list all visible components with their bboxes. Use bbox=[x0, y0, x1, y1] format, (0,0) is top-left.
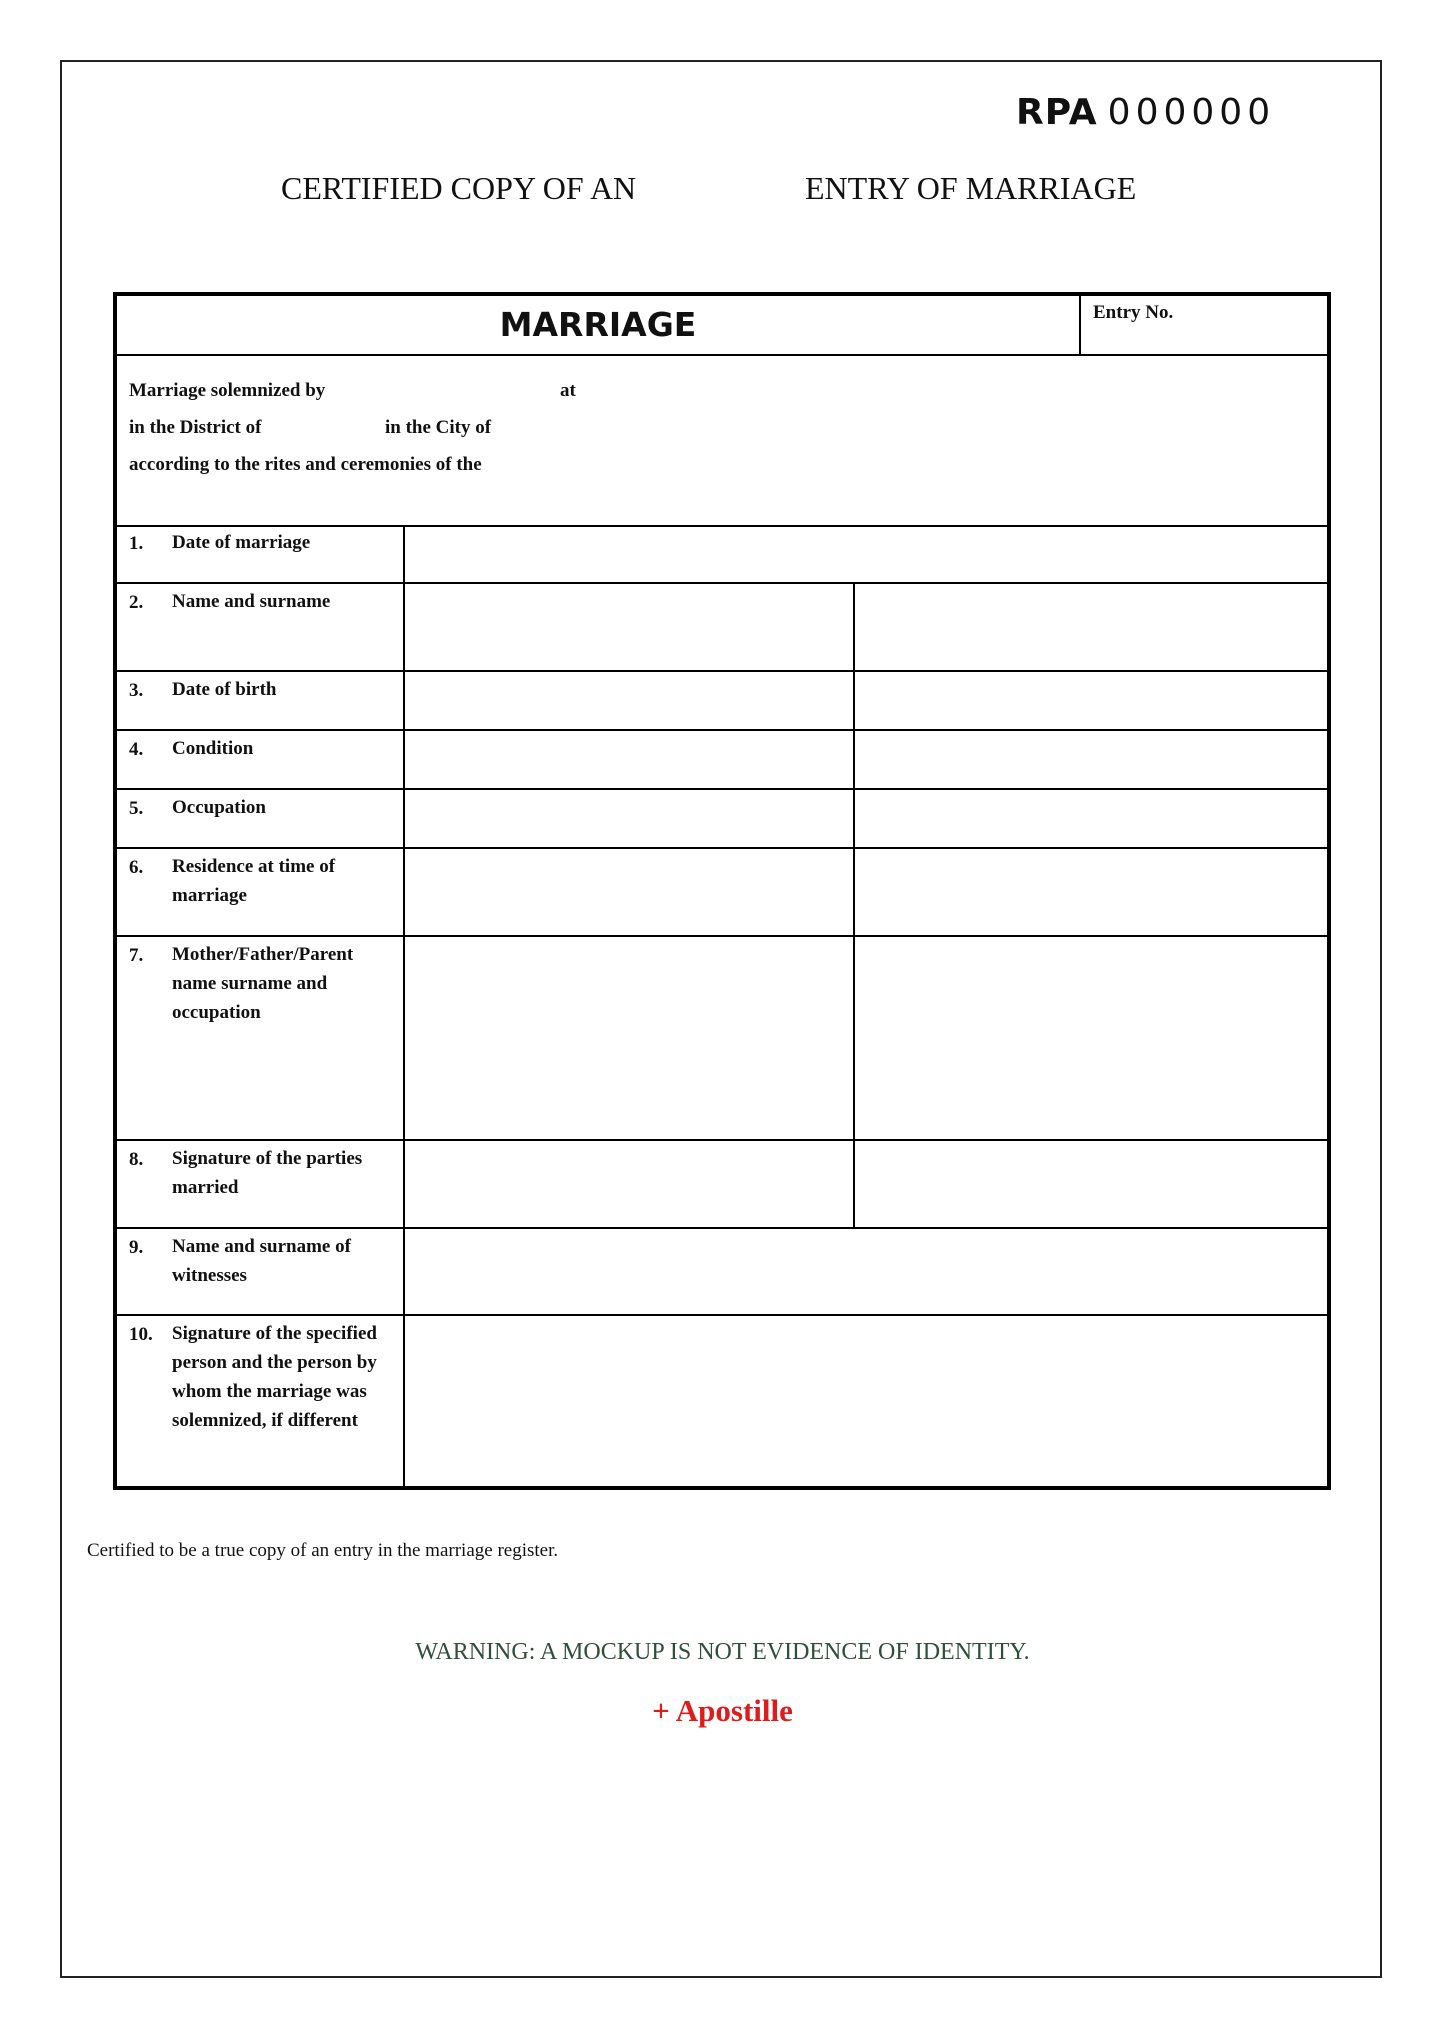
rites-label: according to the rites and ceremonies of the bbox=[129, 454, 482, 475]
entry-number-label: Entry No. bbox=[1093, 302, 1174, 323]
serial-prefix: RPA bbox=[1016, 92, 1098, 133]
solemnized-by-label: Marriage solemnized by bbox=[129, 380, 326, 401]
column-divider bbox=[853, 790, 855, 847]
table-row bbox=[117, 1229, 1331, 1316]
row-number: 4. bbox=[129, 739, 144, 760]
row-number: 10. bbox=[129, 1324, 153, 1345]
table-row bbox=[117, 1316, 1331, 1490]
table-row bbox=[117, 731, 1331, 790]
table-row bbox=[117, 1141, 1331, 1229]
entry-number-cell[interactable] bbox=[1079, 296, 1331, 354]
row-label-signature-parties: Signature of the parties married bbox=[172, 1148, 363, 1198]
apostille-note: + Apostille bbox=[652, 1693, 793, 1728]
row-label-signature-solemnizer: Signature of the specified person and the person by whom the marriage was solemnized, if different bbox=[172, 1323, 377, 1431]
row-number: 6. bbox=[129, 857, 144, 878]
solemnization-details bbox=[117, 354, 1327, 527]
table-row bbox=[117, 849, 1331, 937]
document-heading-left: CERTIFIED COPY OF AN bbox=[281, 170, 637, 206]
row-label-date-of-birth: Date of birth bbox=[172, 679, 277, 700]
row-label-condition: Condition bbox=[172, 738, 254, 759]
city-label: in the City of bbox=[385, 417, 492, 438]
row-number: 8. bbox=[129, 1149, 144, 1170]
row-label-date-of-marriage: Date of marriage bbox=[172, 532, 311, 553]
table-row bbox=[117, 525, 1331, 584]
row-number: 7. bbox=[129, 945, 144, 966]
row-label-occupation: Occupation bbox=[172, 797, 266, 818]
row-label-witnesses: Name and surname of witnesses bbox=[172, 1236, 351, 1286]
row-number: 1. bbox=[129, 533, 144, 554]
at-label: at bbox=[560, 380, 576, 401]
table-row bbox=[117, 584, 1331, 672]
column-divider bbox=[853, 731, 855, 788]
certification-statement: Certified to be a true copy of an entry in the marriage register. bbox=[87, 1540, 559, 1561]
row-label-parent-details: Mother/Father/Parent name surname and occupation bbox=[172, 944, 354, 1023]
serial-number bbox=[1016, 92, 1275, 133]
row-number: 9. bbox=[129, 1237, 144, 1258]
row-number: 2. bbox=[129, 592, 144, 613]
document-heading-right: ENTRY OF MARRIAGE bbox=[805, 170, 1137, 206]
row-label-residence: Residence at time of marriage bbox=[172, 856, 336, 906]
register-title: MARRIAGE bbox=[499, 305, 697, 344]
row-label-name-and-surname: Name and surname bbox=[172, 591, 331, 612]
serial-digits: 000000 bbox=[1107, 92, 1276, 133]
table-row bbox=[117, 790, 1331, 849]
column-divider bbox=[853, 849, 855, 935]
row-number: 3. bbox=[129, 680, 144, 701]
column-divider bbox=[853, 672, 855, 729]
table-row bbox=[117, 937, 1331, 1141]
table-row bbox=[117, 672, 1331, 731]
column-divider bbox=[853, 937, 855, 1139]
district-label: in the District of bbox=[129, 417, 262, 438]
row-number: 5. bbox=[129, 798, 144, 819]
column-divider bbox=[853, 1141, 855, 1227]
mockup-warning: WARNING: A MOCKUP IS NOT EVIDENCE OF IDENTITY. bbox=[415, 1639, 1030, 1665]
marriage-register-table bbox=[113, 292, 1331, 1490]
column-divider bbox=[853, 584, 855, 670]
register-header bbox=[117, 296, 1327, 356]
